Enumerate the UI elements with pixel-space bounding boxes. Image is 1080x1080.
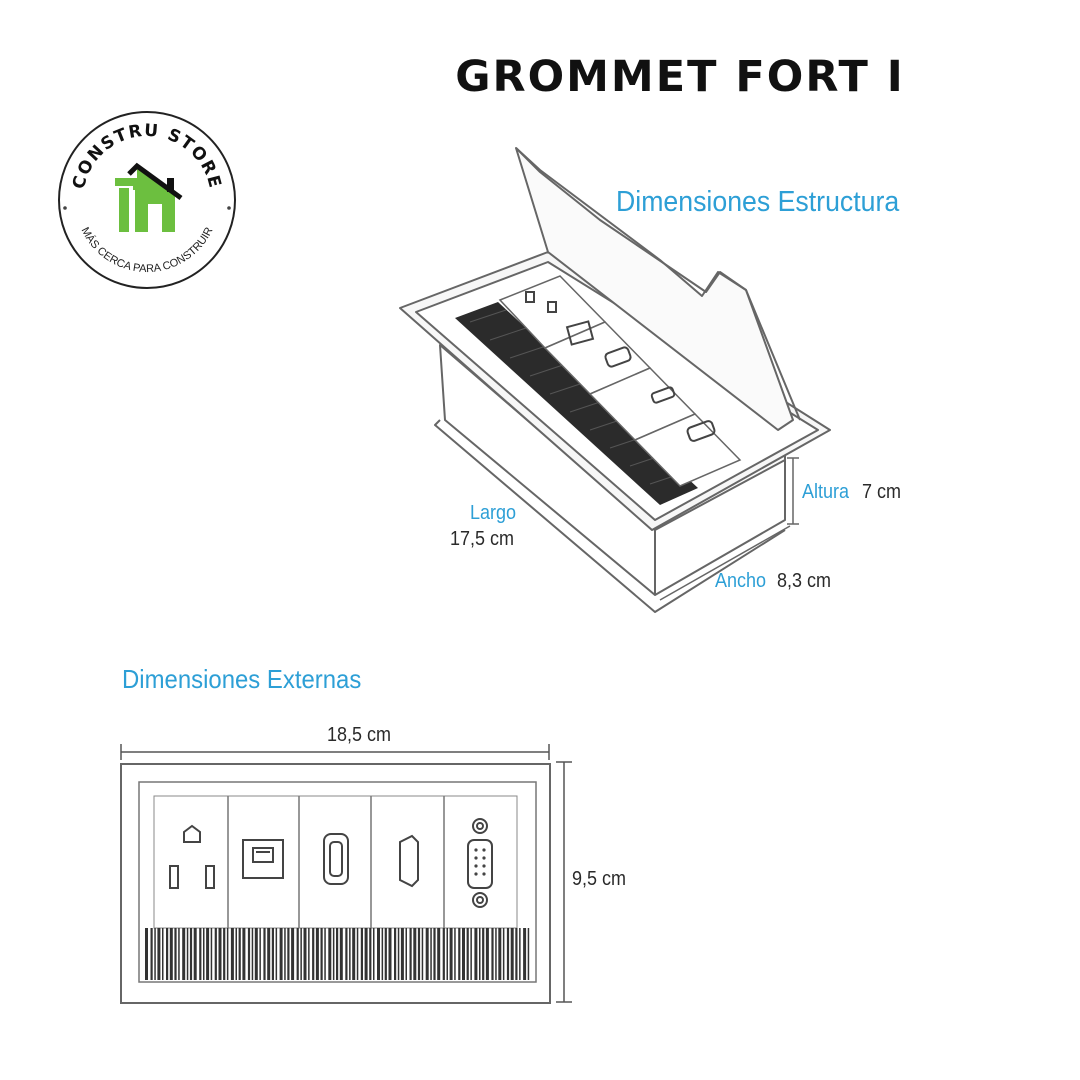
- brush-bristle: [373, 928, 375, 980]
- brush-bristle: [316, 928, 319, 980]
- page-title: GROMMET FORT I: [455, 52, 905, 102]
- brush-bristle: [495, 928, 497, 980]
- brush-bristle: [239, 928, 241, 980]
- brush-bristle: [377, 928, 380, 980]
- brush-bristle: [450, 928, 453, 980]
- brush-bristle: [498, 928, 501, 980]
- external-height-value: 9,5 cm: [572, 868, 627, 890]
- brush-bristle: [467, 928, 469, 980]
- brush-bristle: [447, 928, 449, 980]
- brush-bristle: [515, 928, 517, 980]
- brush-bristle: [211, 928, 213, 980]
- logo-top-text: CONSTRU STORE: [68, 120, 226, 192]
- brush-bristle: [369, 928, 371, 980]
- ancho-label: Ancho: [715, 570, 767, 592]
- brush-bristle: [410, 928, 412, 980]
- brush-bristle: [528, 928, 530, 980]
- brush-bristle: [291, 928, 294, 980]
- brush-bristle: [328, 928, 331, 980]
- brush-bristle: [280, 928, 283, 980]
- brush-bristle: [430, 928, 432, 980]
- brush-bristle: [252, 928, 254, 980]
- brush-bristle: [170, 928, 173, 980]
- brush-bristle: [308, 928, 310, 980]
- brush-bristle: [340, 928, 343, 980]
- brush-bristle: [297, 928, 299, 980]
- brush-bristle: [174, 928, 176, 980]
- brush-bristle: [443, 928, 445, 980]
- brush-bristle: [406, 928, 408, 980]
- brush-bristle: [333, 928, 335, 980]
- brush-bristle: [523, 928, 526, 980]
- brush-bristle: [199, 928, 201, 980]
- brush-bristle: [157, 928, 160, 980]
- brush-bristle: [154, 928, 156, 980]
- brush-bristle: [263, 928, 265, 980]
- brush-bristle: [345, 928, 347, 980]
- brush-bristle: [242, 928, 245, 980]
- brush-bristle: [361, 928, 363, 980]
- brush-bristle: [349, 928, 351, 980]
- brush-bristle: [194, 928, 197, 980]
- brush-bristle: [422, 928, 424, 980]
- structure-heading: Dimensiones Estructura: [616, 186, 900, 218]
- brush-bristle: [236, 928, 238, 980]
- brush-bristle: [357, 928, 359, 980]
- brush-bristle: [287, 928, 289, 980]
- brush-bristle: [491, 928, 493, 980]
- brush-bristle: [426, 928, 429, 980]
- brush-bristle: [519, 928, 521, 980]
- brush-bristle: [215, 928, 217, 980]
- brush-bristle: [248, 928, 250, 980]
- brush-bristle: [255, 928, 258, 980]
- brush-bristle: [401, 928, 404, 980]
- brush-bristle: [486, 928, 489, 980]
- largo-value: 17,5 cm: [450, 528, 515, 550]
- brush-bristle: [231, 928, 234, 980]
- brush-bristle: [145, 928, 148, 980]
- largo-label: Largo: [470, 502, 517, 524]
- external-width-value: 18,5 cm: [327, 724, 392, 746]
- altura-label: Altura: [802, 481, 850, 503]
- module-panel: [154, 796, 517, 928]
- brush-bristle: [479, 928, 481, 980]
- brush-bristle: [458, 928, 460, 980]
- brush-bristle: [389, 928, 392, 980]
- brush-bristle: [223, 928, 225, 980]
- brush-bristle: [507, 928, 509, 980]
- brush-bristle: [385, 928, 387, 980]
- brush-bristle: [300, 928, 302, 980]
- brush-bristle: [324, 928, 326, 980]
- brush-bristle: [190, 928, 192, 980]
- brush-bristle: [227, 928, 229, 980]
- brush-bristle: [352, 928, 355, 980]
- brush-bristle: [284, 928, 286, 980]
- brush-bristle: [382, 928, 384, 980]
- brush-bristle: [418, 928, 420, 980]
- brush-bristle: [312, 928, 314, 980]
- brush-bristle: [474, 928, 477, 980]
- brush-bristle: [503, 928, 505, 980]
- brush-bristle: [219, 928, 222, 980]
- brush-bristle: [321, 928, 323, 980]
- brush-bristle: [304, 928, 307, 980]
- brush-bristle: [187, 928, 189, 980]
- brush-bristle: [511, 928, 514, 980]
- brush-bristle: [206, 928, 209, 980]
- brush-bristle: [462, 928, 465, 980]
- brush-bristle: [259, 928, 261, 980]
- logo-bottom-text: MÁS CERCA PARA CONSTRUIR: [78, 225, 216, 276]
- brush-bristle: [178, 928, 180, 980]
- brush-bristle: [365, 928, 368, 980]
- brush-bristle: [454, 928, 456, 980]
- brush-bristle: [272, 928, 274, 980]
- brush-bristle: [182, 928, 185, 980]
- brush-bristle: [482, 928, 484, 980]
- brush-bristle: [394, 928, 396, 980]
- brush-bristle: [398, 928, 400, 980]
- brush-bristle: [437, 928, 440, 980]
- brush-bristle: [203, 928, 205, 980]
- altura-value: 7 cm: [862, 481, 902, 503]
- brush-bristle: [413, 928, 416, 980]
- external-heading: Dimensiones Externas: [122, 664, 362, 694]
- brush-bristle: [336, 928, 338, 980]
- brush-bristle: [433, 928, 435, 980]
- ancho-value: 8,3 cm: [777, 570, 832, 592]
- brush-bristle: [166, 928, 168, 980]
- brush-bristle: [276, 928, 278, 980]
- brush-bristle: [267, 928, 270, 980]
- brush-bristle: [470, 928, 472, 980]
- brush-bristle: [151, 928, 153, 980]
- brush-bristle: [162, 928, 164, 980]
